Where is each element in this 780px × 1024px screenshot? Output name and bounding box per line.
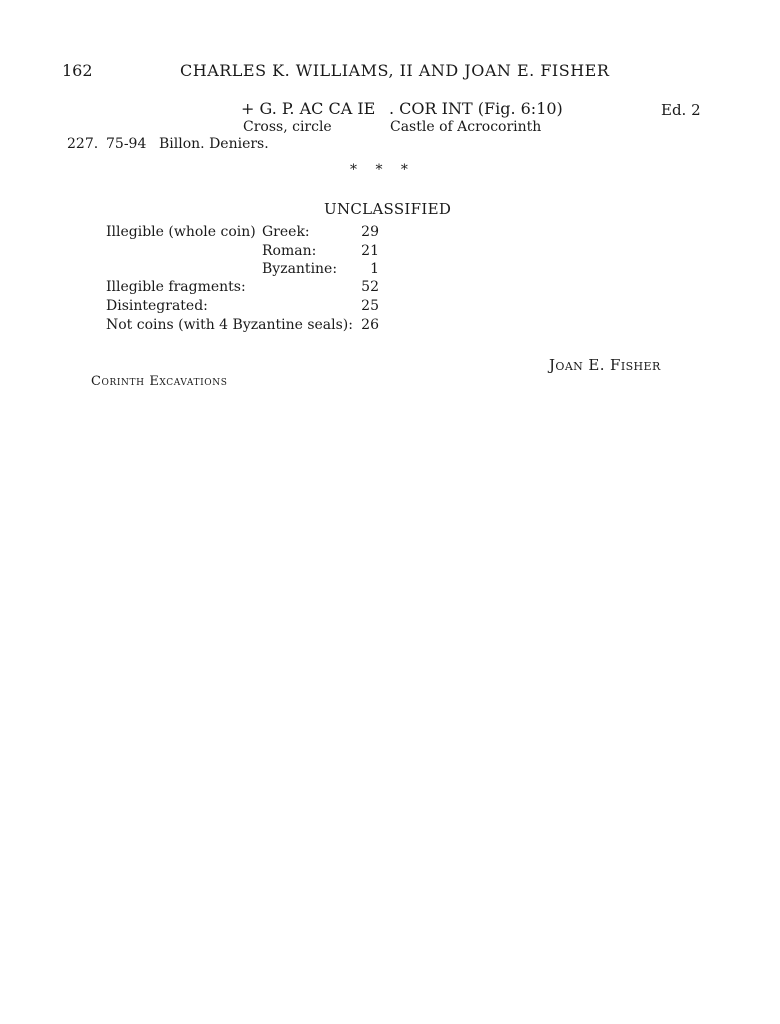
table-row-count: 25 — [361, 298, 379, 314]
inventory-range: 75-94 — [106, 136, 147, 152]
page-number: 162 — [62, 61, 93, 80]
section-heading: UNCLASSIFIED — [324, 200, 452, 218]
edition-reference: Ed. 2 — [661, 101, 701, 119]
author-signature: Joan E. Fisher — [549, 356, 661, 374]
section-divider: * * * — [350, 162, 408, 178]
table-row-count: 52 — [361, 279, 379, 295]
table-row-label: Disintegrated: — [106, 298, 208, 314]
obverse-legend: + G. P. AC CA IE — [241, 99, 376, 118]
running-head: CHARLES K. WILLIAMS, II AND JOAN E. FISHER — [180, 61, 610, 80]
author-affiliation: Corinth Excavations — [91, 374, 228, 389]
table-row-count: 1 — [370, 261, 379, 277]
obverse-description: Cross, circle — [243, 119, 332, 135]
table-row-sublabel: Byzantine: — [262, 261, 338, 277]
table-row-label: Not coins (with 4 Byzantine seals): — [106, 317, 353, 333]
table-row-label: Illegible fragments: — [106, 279, 246, 295]
table-row-sublabel: Roman: — [262, 243, 317, 259]
reverse-description: Castle of Acrocorinth — [390, 119, 542, 135]
table-row-sublabel: Greek: — [262, 224, 310, 240]
reverse-legend: . COR INT (Fig. 6:10) — [389, 99, 563, 118]
table-row-count: 29 — [361, 224, 379, 240]
entry-description: Billon. Deniers. — [159, 136, 269, 152]
table-row-label: Illegible (whole coin) — [106, 224, 256, 240]
catalogue-number: 227. — [67, 136, 99, 152]
table-row-count: 26 — [361, 317, 379, 333]
table-row-count: 21 — [361, 243, 379, 259]
